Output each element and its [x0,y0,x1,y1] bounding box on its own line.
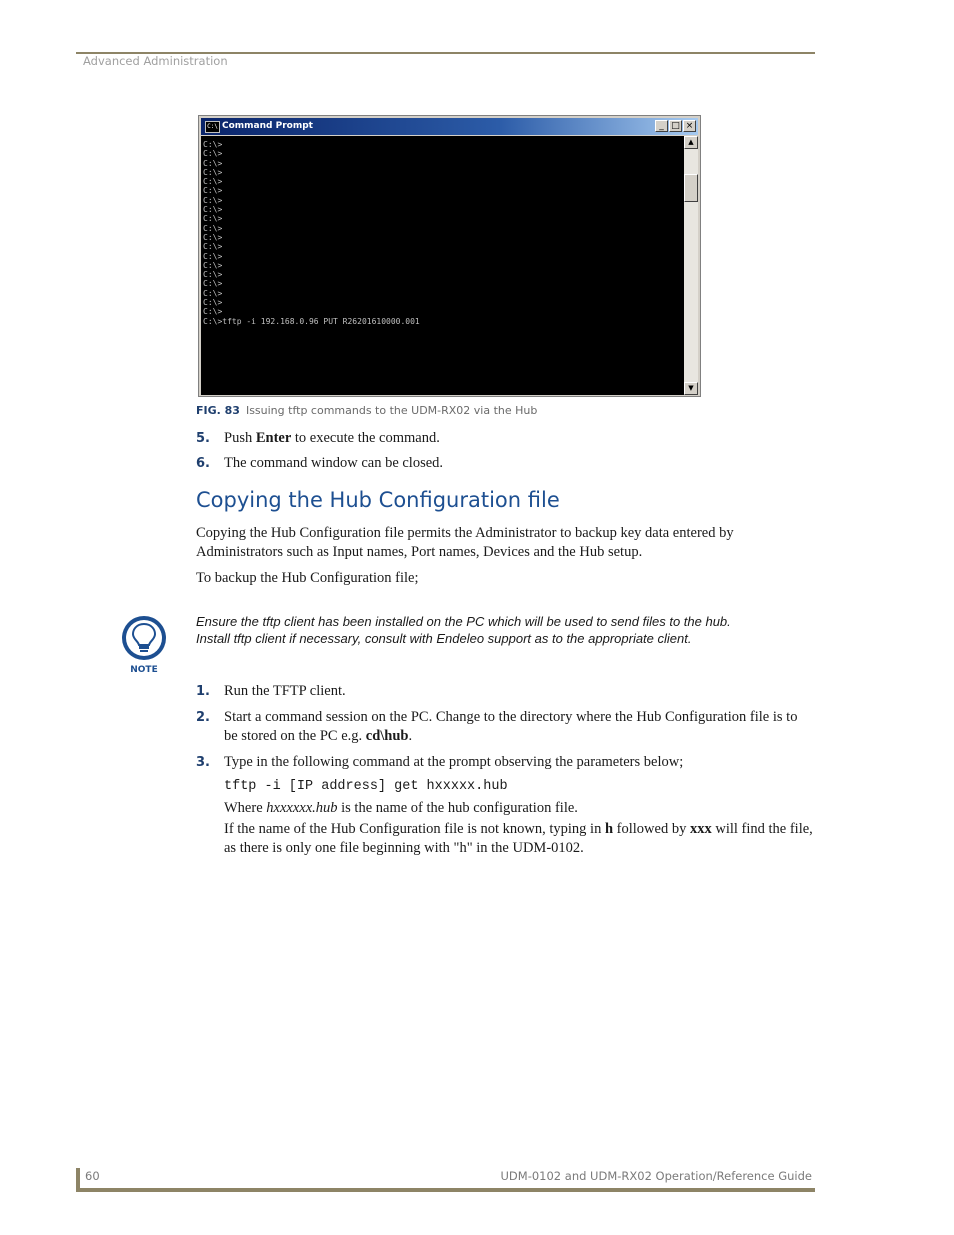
console-line: C:\> [203,158,223,168]
maximize-button[interactable]: □ [669,120,682,132]
vertical-scrollbar[interactable] [684,136,698,395]
lead-paragraph: To backup the Hub Configuration file; [196,570,419,586]
console-line: C:\> [203,140,223,149]
footer-rule [76,1188,815,1192]
step-number: 5. [196,431,210,446]
console-line: C:\> [203,242,223,252]
figure-caption [196,404,537,417]
window-titlebar [201,118,698,135]
window-title: Command Prompt [222,121,313,131]
page-number: 60 [85,1169,100,1183]
close-button[interactable]: × [683,120,696,132]
command-prompt-window [198,115,701,397]
figure-number: FIG. 83 [196,404,240,417]
console-lines [203,140,420,326]
console-line: C:\> [203,298,223,308]
command-example: tftp -i [IP address] get hxxxxx.hub [224,779,508,794]
note-lightbulb-icon [120,614,168,676]
section-label: Advanced Administration [83,54,228,68]
scroll-thumb[interactable] [684,174,698,202]
console-line: C:\> [203,279,223,289]
step-text: Run the TFTP client. [224,683,346,699]
step-text: The command window can be closed. [224,455,444,471]
step-number: 6. [196,456,210,471]
console-icon: C:\ [205,121,220,133]
step-number: 3. [196,755,210,770]
console-output[interactable] [201,136,684,395]
step-text: Start a command session on the PC. Change to the directory where the Hub Configuration file is to be stored on the PC e.g. cd\hub. [224,709,798,744]
console-line: C:\> [203,167,223,177]
console-line: C:\> [203,270,223,280]
guide-title: UDM-0102 and UDM-RX02 Operation/Reference Guide [500,1169,812,1183]
console-line: C:\> [203,205,223,215]
step-number: 2. [196,710,210,725]
console-line: C:\> [203,186,223,196]
console-line: C:\>tftp -i 192.168.0.96 PUT R26201610000.001 [203,316,420,326]
console-line: C:\> [203,149,223,159]
where-paragraph: Where hxxxxxx.hub is the name of the hub configuration file. [224,800,578,816]
figure-caption-text: Issuing tftp commands to the UDM-RX02 via the Hub [245,404,538,417]
console-line: C:\> [203,307,223,317]
console-line: C:\> [203,232,223,242]
console-line: C:\> [203,195,223,205]
minimize-button[interactable]: _ [655,120,668,132]
console-line: C:\> [203,177,223,187]
console-line: C:\> [203,260,223,270]
step-number: 1. [196,684,210,699]
scroll-down-icon[interactable]: ▼ [684,382,698,395]
console-line: C:\> [203,288,223,298]
step-text: Push Enter to execute the command. [224,430,440,446]
step-text: Type in the following command at the prompt observing the parameters below; [224,754,684,770]
intro-paragraph: Copying the Hub Configuration file permits the Administrator to backup key data entered by Administrators such as Input names, Port names, Devices and the Hub setup. [196,525,734,560]
console-line: C:\> [203,251,223,261]
unknown-name-paragraph: If the name of the Hub Configuration file is not known, typing in h followed by xxx will find the file, as there is only one file beginning with "h" in the UDM-0102. [224,821,813,856]
console-line: C:\> [203,223,223,233]
scroll-up-icon[interactable]: ▲ [684,136,698,149]
console-line: C:\> [203,214,223,224]
note-text: Ensure the tftp client has been installed on the PC which will be used to send files to the hub. Install tftp client if necessary, consult with Endeleo support as to the appropriate client. [196,614,731,646]
note-icon-label: NOTE [130,665,158,675]
section-heading: Copying the Hub Configuration file [196,488,560,512]
